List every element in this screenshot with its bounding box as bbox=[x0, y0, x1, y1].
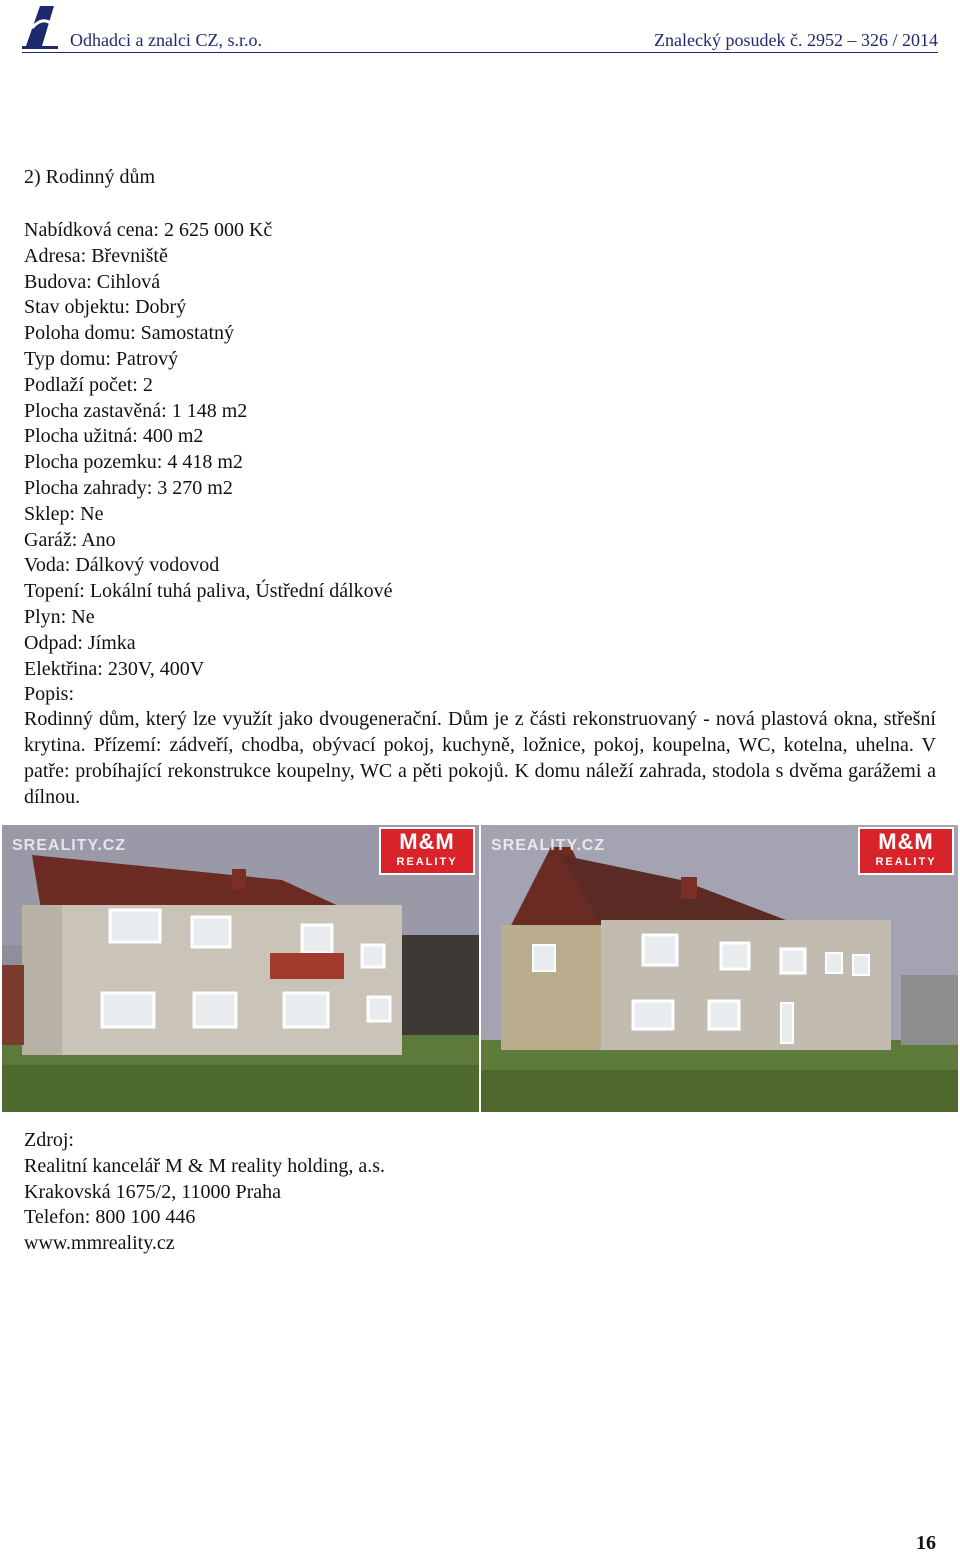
document-number: Znalecký posudek č. 2952 – 326 / 2014 bbox=[654, 30, 938, 50]
source-address: Krakovská 1675/2, 11000 Praha bbox=[24, 1180, 281, 1203]
section-title: 2) Rodinný dům bbox=[24, 166, 156, 188]
source-heading: Zdroj: bbox=[24, 1129, 74, 1151]
attribute-label: Voda: bbox=[24, 554, 71, 577]
badge-top-text: M&M bbox=[878, 829, 934, 854]
page-header bbox=[22, 0, 938, 56]
mm-reality-logo bbox=[858, 827, 954, 875]
property-photos bbox=[2, 825, 958, 1112]
attribute-value: Cihlová bbox=[96, 270, 161, 293]
attribute-value: Břevniště bbox=[91, 244, 168, 267]
attribute-row bbox=[24, 553, 936, 579]
attribute-row bbox=[24, 579, 936, 605]
property-attributes bbox=[24, 218, 936, 708]
attribute-value: Ano bbox=[81, 528, 116, 551]
attribute-value: 3 270 m2 bbox=[157, 476, 233, 499]
source-agency: Realitní kancelář M & M reality holding, a.s. bbox=[24, 1154, 386, 1177]
attribute-row bbox=[24, 631, 936, 657]
attribute-value: Samostatný bbox=[140, 322, 235, 345]
source-phone: Telefon: 800 100 446 bbox=[24, 1206, 196, 1229]
attribute-row bbox=[24, 502, 936, 528]
attribute-label: Odpad: bbox=[24, 631, 83, 654]
attribute-label: Garáž: bbox=[24, 528, 78, 551]
attribute-value: 1 148 m2 bbox=[171, 399, 248, 422]
attribute-label: Podlaží počet: bbox=[24, 373, 138, 396]
source-website: www.mmreality.cz bbox=[24, 1232, 175, 1255]
page-number: 16 bbox=[916, 1532, 936, 1554]
attribute-value: Patrový bbox=[115, 347, 179, 370]
badge-top-text: M&M bbox=[399, 829, 455, 854]
attribute-label: Sklep: bbox=[24, 502, 76, 525]
attribute-row bbox=[24, 270, 936, 296]
attribute-value: 2 625 000 Kč bbox=[163, 219, 273, 241]
attribute-value: 400 m2 bbox=[142, 425, 204, 448]
badge-bottom-text: REALITY bbox=[875, 856, 937, 868]
attribute-value: Ne bbox=[71, 605, 95, 628]
attribute-row bbox=[24, 373, 936, 399]
attribute-row bbox=[24, 399, 936, 425]
attribute-label: Plocha zastavěná: bbox=[24, 399, 167, 422]
attribute-value: Ne bbox=[80, 502, 104, 525]
source-block bbox=[24, 1128, 385, 1257]
attribute-row bbox=[24, 605, 936, 631]
attribute-row bbox=[24, 657, 936, 683]
attribute-row bbox=[24, 476, 936, 502]
attribute-label: Topení: bbox=[24, 580, 85, 603]
attribute-label: Plocha zahrady: bbox=[24, 476, 153, 499]
attribute-row bbox=[24, 528, 936, 554]
attribute-label: Adresa: bbox=[24, 244, 87, 267]
attribute-value: Lokální tuhá paliva, Ústřední dálkové bbox=[89, 580, 393, 603]
attribute-label: Stav objektu: bbox=[24, 296, 131, 319]
header-divider bbox=[22, 52, 938, 53]
house-photo-side bbox=[481, 825, 958, 1112]
attribute-label: Plocha užitná: bbox=[24, 425, 138, 448]
badge-bottom-text: REALITY bbox=[396, 856, 458, 868]
attribute-row bbox=[24, 218, 936, 244]
attribute-row bbox=[24, 424, 936, 450]
attribute-label: Elektřina: bbox=[24, 657, 103, 680]
attribute-label: Plocha pozemku: bbox=[24, 451, 163, 474]
property-description: Rodinný dům, který lze využít jako dvougenerační. Dům je z části rekonstruovaný - nová plastová okna, střešní krytina. Přízemí: zádveří, chodba, obývací pokoj, kuchyně, ložnice, pokoj, koupelna, WC, kotelna, uhelna. V patře: probíhající rekonstrukce koupelny, WC a pěti pokojů. K domu náleží zahrada, stodola s dvěma garážemi a dílnou. bbox=[24, 708, 936, 808]
attribute-value: 2 bbox=[142, 373, 153, 396]
attribute-row bbox=[24, 244, 936, 270]
attribute-value: 4 418 m2 bbox=[167, 451, 243, 474]
attribute-value: Dobrý bbox=[135, 296, 187, 319]
attribute-value: 230V, 400V bbox=[107, 657, 205, 680]
company-name: Odhadci a znalci CZ, s.r.o. bbox=[70, 30, 262, 50]
company-logo-icon bbox=[22, 2, 58, 50]
attribute-label: Popis: bbox=[24, 683, 75, 706]
attribute-value: Dálkový vodovod bbox=[75, 554, 220, 577]
attribute-row bbox=[24, 295, 936, 321]
attribute-row bbox=[24, 321, 936, 347]
mm-reality-logo bbox=[379, 827, 475, 875]
attribute-label: Nabídková cena: bbox=[24, 219, 159, 241]
house-photo-front bbox=[2, 825, 479, 1112]
attribute-row bbox=[24, 450, 936, 476]
attribute-label: Budova: bbox=[24, 270, 92, 293]
attribute-row bbox=[24, 347, 936, 373]
photo-watermark: SREALITY.CZ bbox=[491, 837, 606, 854]
attribute-label: Plyn: bbox=[24, 605, 67, 628]
attribute-label: Poloha domu: bbox=[24, 322, 136, 345]
attribute-value: Jímka bbox=[87, 631, 136, 654]
attribute-row bbox=[24, 682, 936, 708]
attribute-label: Typ domu: bbox=[24, 347, 111, 370]
photo-watermark: SREALITY.CZ bbox=[12, 837, 127, 854]
